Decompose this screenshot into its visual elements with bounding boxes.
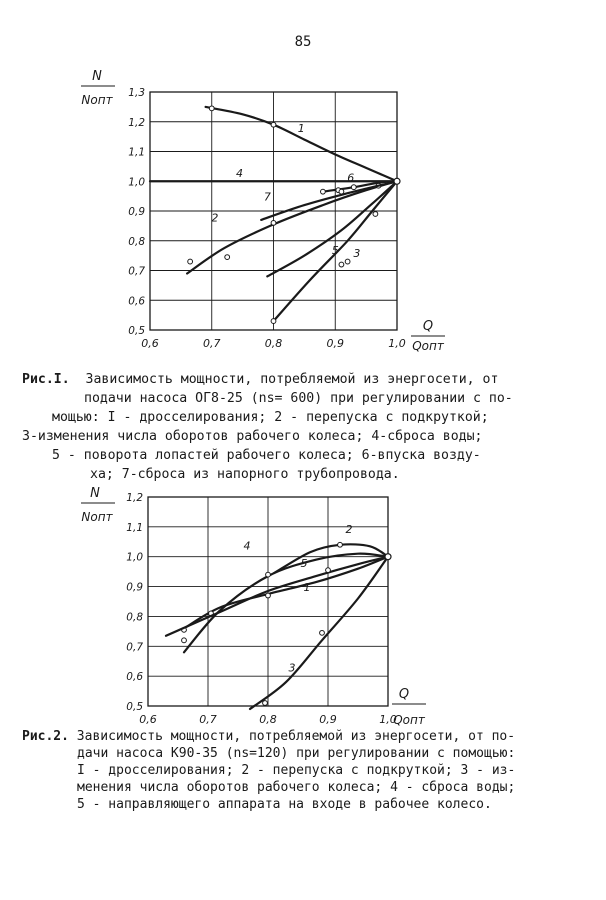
caption-label: Рис.I.: [22, 372, 70, 387]
data-point-marker: [266, 593, 271, 598]
caption-line: I - дросселирования; 2 - перепуска с подкруткой; 3 - из-: [77, 763, 516, 778]
y-tick-label: 1,1: [128, 146, 145, 159]
caption-line: [22, 370, 513, 389]
y-axis-label-numerator: N: [92, 69, 102, 84]
y-tick-label: 0,5: [126, 701, 143, 713]
x-tick-label: 0,7: [199, 713, 217, 726]
y-tick-label: 0,9: [128, 206, 145, 218]
data-point-marker: [320, 630, 325, 635]
y-axis-label-denominator: Nопт: [81, 93, 113, 107]
curve-label-1: 1: [297, 122, 305, 136]
x-axis-label-denominator: Qопт: [412, 339, 444, 353]
y-tick-label: 1,0: [126, 551, 143, 564]
x-tick-label: 0,8: [259, 713, 277, 726]
series-line-1: [206, 107, 397, 181]
x-tick-label: 1,0: [388, 337, 406, 350]
data-point-marker: [263, 701, 268, 706]
data-point-marker: [271, 221, 276, 226]
curve-label-2: 2: [211, 211, 219, 225]
y-tick-label: 1,2: [126, 492, 143, 504]
data-point-marker: [339, 189, 344, 194]
x-axis-label-denominator: Qопт: [393, 713, 425, 727]
y-tick-label: 0,6: [128, 295, 145, 308]
curve-label-2: 2: [345, 522, 353, 536]
data-point-marker: [385, 554, 391, 560]
y-tick-label: 0,5: [128, 325, 145, 337]
x-axis-label-numerator: Q: [422, 319, 434, 334]
curve-label-7: 7: [263, 190, 271, 204]
y-tick-label: 0,6: [126, 671, 143, 684]
data-point-marker: [209, 106, 214, 111]
data-point-marker: [338, 542, 343, 547]
series-line-2: [187, 181, 397, 273]
curve-label-5: 5: [331, 244, 339, 258]
caption-line: 5 - поворота лопастей рабочего колеса; 6-впуска возду-: [52, 448, 481, 463]
series-line-2: [274, 544, 388, 573]
y-axis-label-numerator: N: [90, 486, 100, 501]
data-point-marker: [271, 122, 276, 127]
x-tick-label: 0,9: [326, 337, 344, 350]
y-tick-label: 1,3: [128, 87, 145, 99]
data-point-marker: [271, 319, 276, 324]
curve-label-3: 3: [353, 247, 361, 261]
y-tick-label: 0,9: [126, 581, 143, 594]
caption-line: подачи насоса ОГ8-25 (ns= 600) при регулировании с по-: [84, 391, 513, 406]
caption-label: Рис.2.: [22, 729, 69, 744]
curve-label-6: 6: [347, 171, 355, 185]
curve-label-3: 3: [288, 661, 296, 675]
caption-text: Зависимость мощности, потребляемой из энергосети, от: [85, 372, 499, 387]
y-tick-label: 1,2: [128, 116, 145, 129]
y-tick-label: 0,8: [126, 611, 143, 624]
page-number: 85: [294, 34, 312, 50]
series-line-5: [166, 557, 388, 636]
caption-line: [22, 728, 515, 745]
x-tick-label: 1,0: [379, 713, 397, 726]
caption-line: 3-изменения числа оборотов рабочего колеса; 4-сброса воды;: [22, 429, 483, 444]
curve-label-5: 5: [300, 557, 308, 571]
data-point-marker: [373, 212, 378, 217]
x-tick-label: 0,9: [319, 713, 337, 726]
x-tick-label: 0,8: [264, 337, 283, 350]
data-point-marker: [225, 255, 230, 260]
caption-line: ха; 7-сброса из напорного трубопровода.: [90, 467, 400, 482]
y-tick-label: 1,1: [126, 521, 143, 534]
data-point-marker: [345, 259, 350, 264]
data-point-marker: [266, 572, 271, 577]
curve-label-1: 1: [303, 581, 311, 595]
y-tick-label: 0,7: [128, 265, 145, 278]
x-tick-label: 0,6: [139, 713, 157, 726]
data-point-marker: [326, 568, 331, 573]
curve-label-4: 4: [236, 166, 244, 180]
data-point-marker: [351, 185, 356, 190]
y-tick-label: 0,8: [128, 235, 145, 248]
data-point-marker: [339, 262, 344, 267]
y-tick-label: 0,7: [126, 641, 143, 654]
data-point-marker: [188, 259, 193, 264]
caption-line: мощью: I - дросселирования; 2 - перепуска с подкруткой;: [52, 410, 489, 425]
caption-text: Зависимость мощности, потребляемой из энергосети, от по-: [76, 729, 516, 744]
caption-line: 5 - направляющего аппарата на входе в рабочее колесо.: [77, 797, 492, 812]
data-point-marker: [321, 189, 326, 194]
series-line-5: [267, 181, 397, 276]
data-point-marker: [394, 178, 400, 184]
x-tick-label: 0,7: [203, 337, 221, 350]
caption-line: дачи насоса К90-35 (ns=120) при регулировании с помощью:: [77, 746, 516, 761]
series-line-3: [250, 557, 388, 709]
caption-line: менения числа оборотов рабочего колеса; 4 - сброса воды;: [77, 780, 516, 795]
x-axis-label-numerator: Q: [398, 687, 410, 702]
y-axis-label-denominator: Nопт: [81, 510, 113, 524]
x-tick-label: 0,6: [141, 337, 159, 350]
figure-2-caption: [22, 728, 515, 813]
data-point-marker: [182, 638, 187, 643]
figure-1-caption: [22, 370, 513, 484]
curve-label-4: 4: [243, 539, 251, 553]
y-tick-label: 1,0: [128, 176, 145, 189]
